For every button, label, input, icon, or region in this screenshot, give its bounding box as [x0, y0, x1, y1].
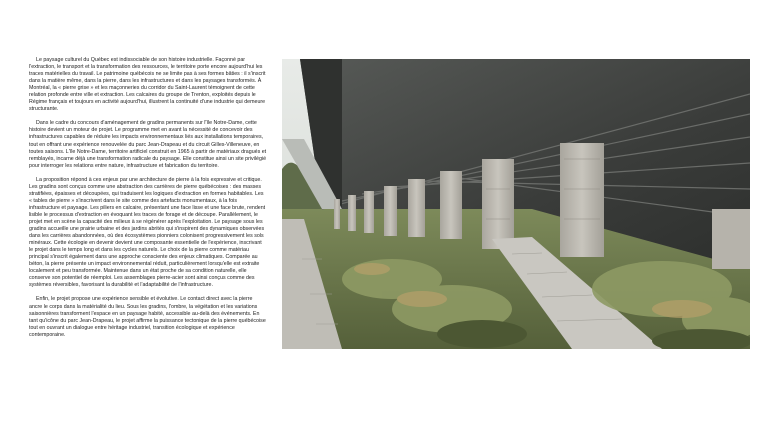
article-paragraph-1: Le paysage culturel du Québec est indissociable de son histoire industrielle. Façonné par l'extraction, le transport et la transformation des ressources, le territoire porte encore aujourd'hui les traces matérielles du travail. Le patrimoine québécois ne se limite pas à ses formes bâties : il s'inscrit dans la matière même, dans la pierre, dans les infrastructures et dans les paysages transformés. À Montréal, la « pierre grise » et les maçonneries du corridor du Saint-Laurent témoignent de cette relation profonde entre ville et extraction. Les calcaires du groupe de Trenton, exploités depuis le Régime français et toujours en activité aujourd'hui, illustrent la continuité d'une industrie qui demeure structurante. [29, 57, 266, 113]
architectural-rendering [282, 59, 750, 349]
article-paragraph-3: La proposition répond à ces enjeux par une architecture de pierre à la fois expressive et critique. Les gradins sont conçus comme une abstraction des carrières de pierre québécoises : des masses stratifiées, épaisses et découpées, qui traduisent les logiques d'extraction en formes habitables. Les « tables de pierre » s'inscrivent dans le site comme des artefacts monumentaux, à la fois infrastructure et paysage. Les piliers en calcaire, présentant une face lisse et une face brute, rendent lisible le processus d'extraction en évoquant les traces de forage et de découpe. Parallèlement, le projet met en scène la capacité des milieux à se régénérer après l'exploitation. Le paysage sous les gradins accueille une prairie urbaine et des jardins abrités qui s'inspirent des dynamiques observées dans les carrières abandonnées, où des écosystèmes pionniers colonisent progressivement les sols minéraux. Cette écologie en devenir devient une composante essentielle de l'expérience, inscrivant le projet dans le temps long et dans les cycles naturels. Le choix de la pierre comme matériau principal s'inscrit également dans une approche consciente des enjeux climatiques. Comparée au béton, la pierre présente un impact environnemental réduit, particulièrement lorsqu'elle est extraite localement et peu transformée. Maintenue dans un état proche de sa condition naturelle, elle conserve son potentiel de réemploi. Les assemblages pierre-acier sont ainsi conçus comme des systèmes réversibles, favorisant la durabilité et l'adaptabilité de l'infrastructure. [29, 176, 266, 289]
article-paragraph-2: Dans le cadre du concours d'aménagement de gradins permanents sur l'île Notre-Dame, cette histoire devient un moteur de projet. Le programme met en avant la nécessité de concevoir des infrastructures capables de réduire les impacts environnementaux liés aux installations temporaires, tout en offrant une expérience renouvelée du parc Jean-Drapeau et du circuit Gilles-Villeneuve, en toutes saisons. L'île Notre-Dame, territoire artificiel construit en 1965 à partir de matériaux dragués et remblayés, incarne déjà une transformation radicale du paysage. Elle constitue ainsi un site privilégié pour interroger les relations entre nature, infrastructure et fabrication du territoire. [29, 120, 267, 169]
rendering-image [282, 59, 750, 349]
article-paragraph-4: Enfin, le projet propose une expérience sensible et évolutive. Le contact direct avec la pierre ancre le corps dans la matérialité du lieu. Sous les gradins, l'ombre, la végétation et les variations saisonnières transforment l'espace en un paysage habité, accessible au-delà des événements. En tant qu'icône du parc Jean-Drapeau, le projet affirme la puissance tectonique de la pierre québécoise tout en ouvrant un dialogue entre héritage industriel, transition écologique et expérience contemporaine. [29, 296, 266, 338]
article-text-column [29, 57, 267, 346]
